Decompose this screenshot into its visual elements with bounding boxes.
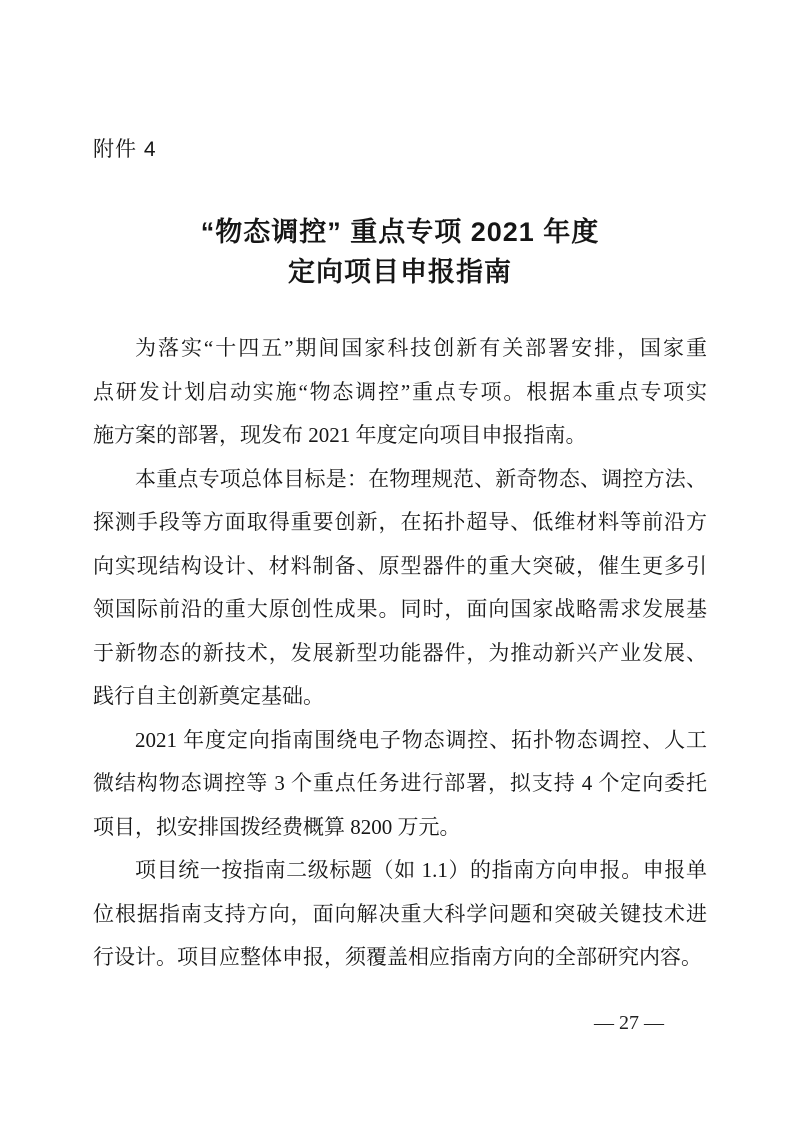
text-line: 于新物态的新技术，发展新型功能器件，为推动新兴产业发展、 <box>93 640 707 665</box>
text-line: 行设计。项目应整体申报，须覆盖相应指南方向的全部研究内容。 <box>93 945 702 969</box>
document-title-line-2: 定向项目申报指南 <box>288 257 512 287</box>
text-line: 探测手段等方面取得重要创新，在拓扑超导、低维材料等前沿方 <box>93 510 707 534</box>
text-line: 2021 年度定向指南围绕电子物态调控、拓扑物态调控、人工 <box>135 727 707 752</box>
text-line: 本重点专项总体目标是：在物理规范、新奇物态、调控方法、 <box>135 466 707 491</box>
document-title-line-1: “物态调控” 重点专项 2021 年度 <box>200 217 600 247</box>
body-paragraph <box>93 719 707 850</box>
body-paragraph <box>93 327 707 458</box>
body-paragraph <box>93 849 707 980</box>
text-line: 为落实“十四五”期间国家科技创新有关部署安排，国家重 <box>135 336 707 360</box>
text-line: 项目，拟安排国拨经费概算 8200 万元。 <box>93 814 461 839</box>
text-line: 位根据指南支持方向，面向解决重大科学问题和突破关键技术进 <box>93 901 707 926</box>
document-title <box>0 212 800 292</box>
text-line: 领国际前沿的重大原创性成果。同时，面向国家战略需求发展基 <box>93 597 707 621</box>
text-line: 向实现结构设计、材料制备、原型器件的重大突破，催生更多引 <box>93 553 707 578</box>
text-line: 施方案的部署，现发布 2021 年度定向项目申报指南。 <box>93 423 587 447</box>
attachment-label: 附件 4 <box>93 138 157 161</box>
text-line: 项目统一按指南二级标题（如 1.1）的指南方向申报。申报单 <box>135 858 707 882</box>
text-line: 微结构物态调控等 3 个重点任务进行部署，拟支持 4 个定向委托 <box>93 771 707 795</box>
document-body <box>93 327 707 980</box>
text-line: 点研发计划启动实施“物态调控”重点专项。根据本重点专项实 <box>93 379 707 404</box>
body-paragraph <box>93 458 707 719</box>
text-line: 践行自主创新奠定基础。 <box>93 684 324 708</box>
page-number: — 27 — <box>594 1012 664 1034</box>
